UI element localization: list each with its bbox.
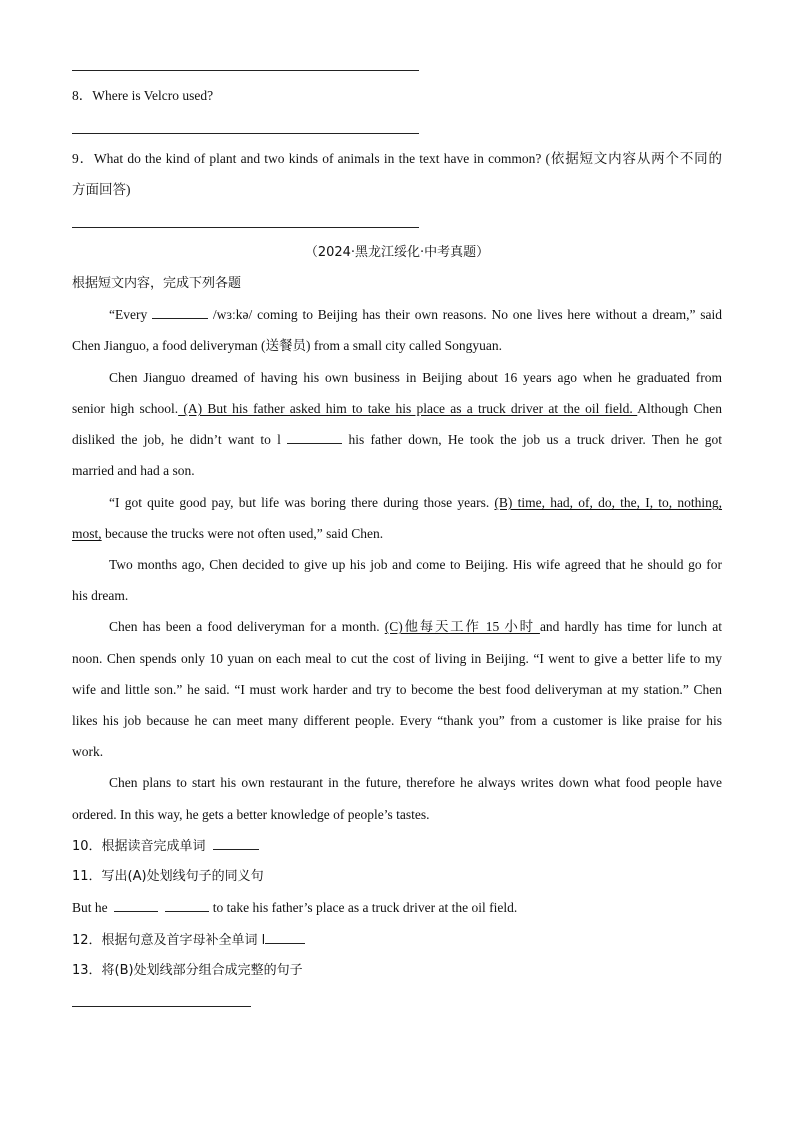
- question-9-line1: 9．What do the kind of plant and two kinds of animals in the text have in common? (依据短文内容从两个不同的: [72, 151, 722, 166]
- underlined-sentence-c: (C)他每天工作 15 小时: [384, 619, 540, 634]
- answer-line-q9[interactable]: [72, 227, 419, 228]
- underlined-words-b-end: most,: [72, 526, 102, 541]
- passage-p2-line3: [72, 431, 722, 449]
- underlined-sentence-a: (A) But his father asked him to take his place as a truck driver at the oil field.: [178, 401, 638, 416]
- passage-p2-line1: Chen Jianguo dreamed of having his own business in Beijing about 16 years ago when he graduated from: [109, 370, 722, 385]
- blank-let[interactable]: [287, 431, 342, 444]
- question-11-sentence: [72, 899, 722, 917]
- p2-text-b: Although Chen: [637, 401, 722, 416]
- blank-q11-2[interactable]: [165, 899, 209, 912]
- instruction: 根据短文内容，完成下列各题: [72, 276, 242, 291]
- passage-p2-line2: [72, 400, 722, 418]
- blank-q12[interactable]: [265, 931, 305, 944]
- question-12: [72, 931, 722, 950]
- passage-p5-line1: [109, 618, 722, 636]
- q10-text: 10．根据读音完成单词: [72, 839, 206, 854]
- q11-text-b: to take his father’s place as a truck driver at the oil field.: [212, 900, 518, 915]
- blank-q11-1[interactable]: [114, 899, 158, 912]
- passage-p4-line2: his dream.: [72, 588, 129, 603]
- p3-text-a: “I got quite good pay, but life was boring there during those years.: [109, 495, 490, 510]
- p5-text-b: and hardly has time for lunch at: [539, 619, 723, 634]
- question-13: 13．将(B)处划线部分组合成完整的句子: [72, 963, 303, 978]
- question-8: 8．Where is Velcro used?: [72, 88, 214, 103]
- passage-p6-line2: ordered. In this way, he gets a better knowledge of people’s tastes.: [72, 807, 430, 822]
- p2-text-c: disliked the job, he didn’t want to l: [72, 432, 281, 447]
- question-10: [72, 837, 722, 856]
- blank-worker[interactable]: [152, 306, 208, 319]
- answer-line-q7[interactable]: [72, 70, 419, 71]
- p3-text-b: because the trucks were not often used,” said Chen.: [101, 526, 384, 541]
- passage-p5-line5: work.: [72, 744, 104, 759]
- q12-text: 12．根据句意及首字母补全单词 l: [72, 933, 266, 948]
- q11-text-a: But he: [72, 900, 108, 915]
- blank-q10[interactable]: [213, 837, 259, 850]
- passage-p1-line1: [109, 306, 722, 324]
- answer-line-q13[interactable]: [72, 1006, 251, 1007]
- passage-p6-line1: Chen plans to start his own restaurant in the future, therefore he always writes down what food people have: [109, 775, 722, 790]
- passage-p3-line2: [72, 525, 722, 543]
- answer-line-q8[interactable]: [72, 133, 419, 134]
- passage-p5-line4: likes his job because he can meet many different people. Every “thank you” from a customer is like praise for his: [72, 713, 722, 728]
- passage-p4-line1: Two months ago, Chen decided to give up his job and come to Beijing. His wife agreed that he should go for: [109, 557, 722, 572]
- p1-text-b: /wɜːkə/ coming to Beijing has their own reasons. No one lives here without a dream,” said: [212, 307, 723, 322]
- passage-p3-line1: [109, 494, 722, 512]
- source-heading: （2024·黑龙江绥化·中考真题）: [304, 245, 490, 260]
- passage-p5-line3: wife and little son.” he said. “I must work harder and try to become the best food deliveryman at my station.” Chen: [72, 682, 722, 697]
- p2-text-a: senior high school.: [72, 401, 179, 416]
- underlined-words-b: (B) time, had, of, do, the, I, to, nothing,: [494, 495, 723, 510]
- question-11: 11．写出(A)处划线句子的同义句: [72, 869, 264, 884]
- p2-text-d: his father down, He took the job us a truck driver. Then he got: [348, 432, 722, 447]
- passage-p5-line2: noon. Chen spends only 10 yuan on each meal to cut the cost of living in Beijing. “I went to give a better life to my: [72, 651, 722, 666]
- passage-p1-line2: Chen Jianguo, a food deliveryman (送餐员) from a small city called Songyuan.: [72, 338, 503, 353]
- p5-text-a: Chen has been a food deliveryman for a month.: [109, 619, 380, 634]
- p1-text-a: “Every: [109, 307, 148, 322]
- question-9-line2: 方面回答): [72, 182, 131, 197]
- passage-p2-line4: married and had a son.: [72, 463, 195, 478]
